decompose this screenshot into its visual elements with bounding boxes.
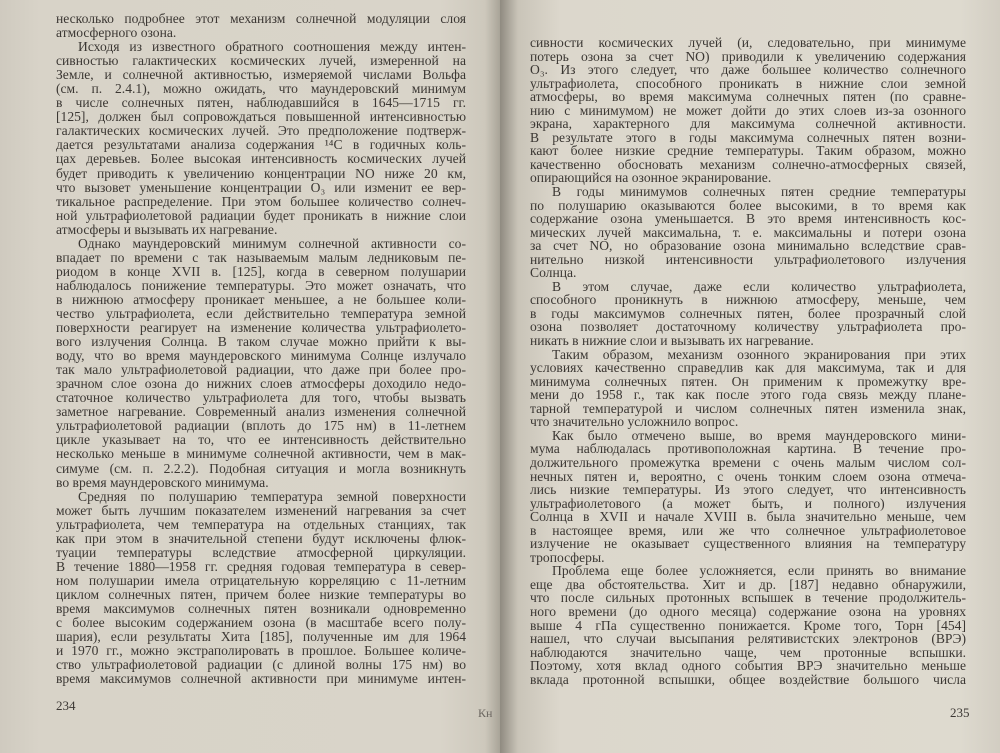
text-line: мума наблюдалась противоположная картина. В течение про- <box>530 441 966 457</box>
text-line: ной ультрафиолетовой радиации будет проникать в нижние слои <box>56 207 466 223</box>
text-line: ультрафиолетовой радиации (вплоть до 175 нм) в 11-летнем <box>56 418 466 434</box>
page-number: 235 <box>950 705 970 720</box>
text-line: наблюдаются значительно чаще, чем протонные вспышки. <box>530 644 966 660</box>
text-line: содержание озона уменьшается. В это время интенсивность кос- <box>530 211 966 227</box>
text-line: поверхности реагирует на изменение количества ультрафиолето- <box>56 320 466 336</box>
paragraph <box>56 12 466 40</box>
text-line: ультрафиолета, способного проникать в нижние слои земной <box>530 75 966 91</box>
text-line: по полушарию оказываются более высокими, в то время как <box>530 197 966 213</box>
text-line: В результате этого в годы максимума солнечных пятен возни- <box>530 129 966 145</box>
text-line: минимума солнечных пятен. Он применим к промежутку вре- <box>530 373 966 389</box>
text-line: выше 4 гПа существенно понижается. Кроме того, Торн [454] <box>530 617 966 633</box>
text-line: цикле указывает на то, что ее интенсивность действительно <box>56 432 466 448</box>
text-line: нечных пятен и, вероятно, с очень тонким слоем озона отмеча- <box>530 468 966 484</box>
text-line: время максимумов солнечной активности при минимуме интен- <box>56 671 466 687</box>
paragraph <box>530 185 966 280</box>
text-line: несколько меньше в минимуме солнечной активности, чем в мак- <box>56 446 466 462</box>
text-line: лись низкие температуры. Из этого следует, что интенсивность <box>530 482 966 498</box>
text-line: Солнца. <box>530 265 577 281</box>
text-line: ного времени (до одного месяца) содержание озона на уровнях <box>530 603 966 619</box>
text-line: нительно низкой интенсивности ультрафиолетового излучения <box>530 251 966 267</box>
text-line: тропосферы. <box>530 549 605 565</box>
text-line: никать в нижние слои и вызывать их нагревание. <box>530 333 814 349</box>
text-line: в числе солнечных пятен, наблюдавшийся в 1645—1715 гг. <box>56 95 466 111</box>
text-line: во время маундеровского минимума. <box>56 474 269 490</box>
text-line: цах деревьев. Более высокая интенсивность космических лучей <box>56 151 466 167</box>
text-line: что значительно усложнило вопрос. <box>530 414 739 430</box>
text-line: как при этом в значительной степени будут исключены флюк- <box>56 530 466 546</box>
paragraph <box>530 564 966 686</box>
text-line: Таким образом, механизм озонного экранирования при этих <box>552 346 966 362</box>
text-line: шария), если результаты Хита [185], полученные им для 1964 <box>56 629 466 645</box>
text-line: излучение не оказывает существенного влияния на температуру <box>530 536 966 552</box>
text-line: Исходя из известного обратного соотношения между интен- <box>78 39 466 55</box>
text-line: за счет NO, но образование озона минимально вследствие срав- <box>530 238 966 254</box>
text-line: должительного промежутка времени с очень малым числом сол- <box>530 454 966 470</box>
text-line: кают более низкие средние температуры. Таким образом, можно <box>530 143 966 159</box>
text-line: озона позволяет достаточному количеству ультрафиолета про- <box>530 319 966 335</box>
text-line: опирающийся на озонное экранирование. <box>530 170 772 186</box>
page-number: 234 <box>56 698 76 713</box>
text-line: В годы минимумов солнечных пятен средние температуры <box>552 184 966 200</box>
text-line: нию с минимумом) не может дойти до этих слоев из-за озонного <box>530 102 966 118</box>
paragraph <box>56 40 466 237</box>
text-line: O₃. Из этого следует, что даже большее количество солнечного <box>530 62 966 78</box>
text-line: условиях качественно справедлив как для максимума, так и для <box>530 360 966 376</box>
text-line: вого излучения Солнца. В таком случае можно прийти к вы- <box>56 334 466 350</box>
text-line: циклом солнечных пятен, причем более низкие температуры во <box>56 586 466 602</box>
text-line: ультрафиолета, чем температура на отдельных станциях, так <box>56 516 466 532</box>
text-line: галактических космических лучей. Это предположение подтверж- <box>56 123 466 139</box>
text-line: впадает по времени с так называемым малым ледниковым пе- <box>56 249 466 265</box>
text-line: что после сильных протонных вспышек в течение продолжитель- <box>530 590 966 606</box>
text-line: так мало ультрафиолетовой радиации, что даже при более про- <box>56 362 466 378</box>
text-line: воду, что во время маундеровского минимума Солнце излучало <box>56 348 466 364</box>
text-line: способного проникнуть в нижнюю атмосферу, меньше, чем <box>530 292 966 308</box>
text-line: сивности космических лучей (и, следовательно, при минимуме <box>530 35 966 50</box>
paragraph <box>530 36 966 185</box>
text-line: мических лучей максимальна, т. е. максимальны и потери озона <box>530 224 966 240</box>
text-line: ультрафиолетового (а может быть, и полного) излучения <box>530 495 966 511</box>
text-line: Средняя по полушарию температура земной поверхности <box>78 488 466 504</box>
text-line: сивностью галактических космических лучей, измеренной на <box>56 53 466 69</box>
text-line: несколько подробнее этот механизм солнечной модуляции слоя <box>56 11 466 26</box>
text-line: и 1970 гг., можно экстраполировать в прошлое. Большее количе- <box>56 643 466 659</box>
text-line: еще два обстоятельства. Хит и др. [187] недавно обнаружили, <box>530 576 966 592</box>
page-text <box>56 12 466 686</box>
text-line: Поэтому, хотя вклад одного события ВРЭ значительно меньше <box>530 658 966 674</box>
text-line: в годы максимумов солнечных пятен, более прозрачный слой <box>530 305 966 321</box>
text-line: чество ультрафиолета, если действительно температура земной <box>56 305 466 321</box>
text-line: качественно обосновать механизм солнечно-атмосферных связей, <box>530 156 966 172</box>
text-line: заметное нагревание. Современный анализ изменения солнечной <box>56 404 466 420</box>
paragraph <box>530 280 966 348</box>
text-line: экрана, характерного для максимума солнечной активности. <box>530 116 966 132</box>
text-line: наблюдалось понижение температуры. Это может означать, что <box>56 277 466 293</box>
text-line: время максимумов солнечных пятен возникали одновременно <box>56 600 466 616</box>
page-text <box>530 36 966 686</box>
text-line: атмосферы, во время максимума солнечных пятен (по сравне- <box>530 89 966 105</box>
paragraph <box>530 429 966 564</box>
paragraph <box>56 490 466 687</box>
text-line: в настоящее время, или же что солнечное ультрафиолетовое <box>530 522 966 538</box>
text-line: что вызовет уменьшение концентрации O₃ или изменит ее вер- <box>56 179 466 195</box>
text-line: может быть лучшим показателем изменений нагревания за счет <box>56 502 466 518</box>
text-line: будет приводить к увеличению концентрации NO ниже 20 км, <box>56 165 466 181</box>
text-line: В течение 1880—1958 гг. средняя годовая температура в север- <box>56 558 466 574</box>
text-line: Как было отмечено выше, во время маундеровского мини- <box>552 427 966 443</box>
text-line: нашел, что случаи высыпания релятивистских электронов (ВРЭ) <box>530 631 966 647</box>
text-line: Проблема еще более усложняется, если принять во внимание <box>552 563 966 579</box>
text-line: ство ультрафиолетовой радиации (с длиной волны 175 нм) во <box>56 657 466 673</box>
text-line: Солнца в XVII и начале XVIII в. была значительно меньше, чем <box>530 509 966 525</box>
text-line: атмосферы и вызывать их нагревание. <box>56 221 278 237</box>
text-line: туации температуры вследствие атмосферной циркуляции. <box>56 544 466 560</box>
right-page-235 <box>500 0 1000 753</box>
text-line: атмосферного озона. <box>56 25 177 41</box>
text-line: зрачном слое озона до нижних слоев атмосферы доходило недо- <box>56 376 466 392</box>
text-line: Земле, и солнечной активностью, измеряемой числами Вольфа <box>56 67 466 83</box>
text-line: тикальное распределение. При этом большее количество солнеч- <box>56 193 466 209</box>
paragraph <box>530 348 966 429</box>
text-line: потерь озона за счет NO) приводили к увеличению содержания <box>530 48 966 64</box>
text-line: симуме (см. п. 2.2.2). Подобная ситуация и могла возникнуть <box>56 460 466 476</box>
text-line: статочное количество ультрафиолета для того, чтобы вызвать <box>56 390 466 406</box>
text-line: риодом в конце XVII в. [125], когда в северном полушарии <box>56 263 466 279</box>
text-line: тарной температурой и числом солнечных пятен изменила знак, <box>530 400 966 416</box>
text-line: с более высоким содержанием озона (в масштабе всего полу- <box>56 615 466 631</box>
text-line: Однако маундеровский минимум солнечной активности со- <box>78 235 466 251</box>
text-line: [125], должен был сопровождаться повышенной интенсивностью <box>56 109 466 125</box>
paragraph <box>56 237 466 490</box>
text-line: ном полушарии имела отрицательную корреляцию с 11-летним <box>56 572 466 588</box>
text-line: (см. п. 2.4.1), можно ожидать, что маундеровский минимум <box>56 81 466 97</box>
text-line: дается результатами анализа содержания ¹⁴C в годичных коль- <box>56 137 466 153</box>
gutter-mark: Кн <box>478 706 493 720</box>
text-line: мени до 1958 г., так как после этого года связь между плане- <box>530 387 966 403</box>
text-line: В этом случае, даже если количество ультрафиолета, <box>552 278 966 294</box>
text-line: вклада протонной вспышки, общее воздействие большого числа <box>530 671 966 687</box>
text-line: в нижнюю атмосферу проникает меньшее, а не большее коли- <box>56 291 466 307</box>
